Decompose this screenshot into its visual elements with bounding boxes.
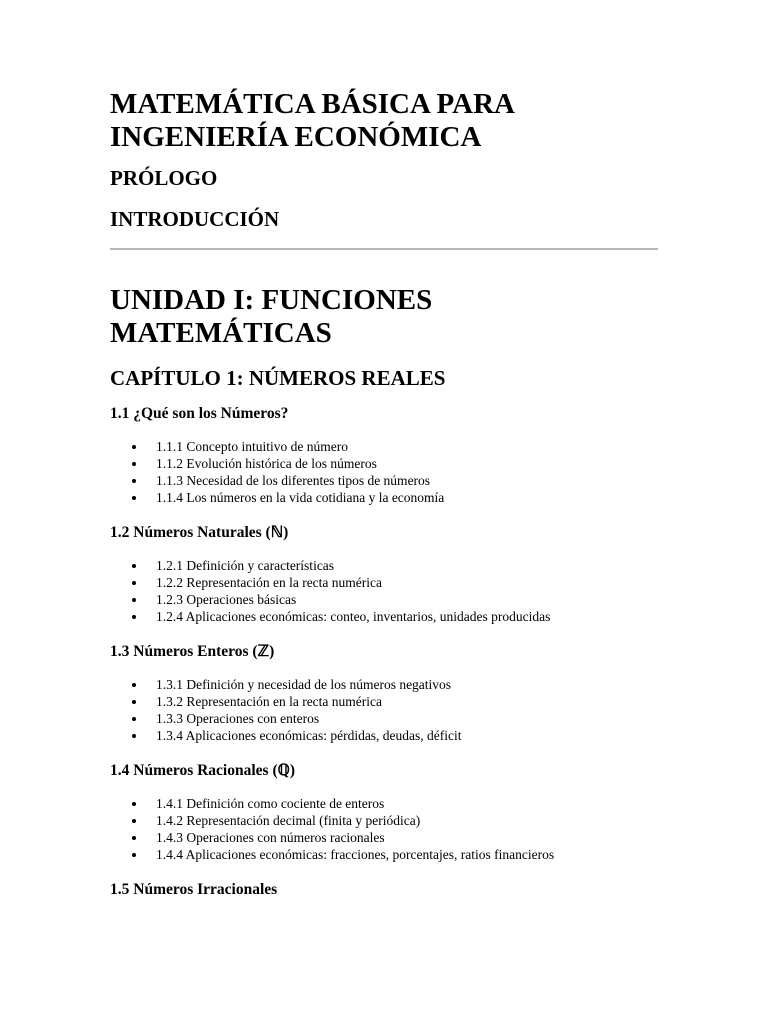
list-item: 1.3.3 Operaciones con enteros [156,710,658,727]
unit-title-line-2: MATEMÁTICAS [110,317,332,349]
section-1-5 [110,881,658,899]
title-line-1: MATEMÁTICA BÁSICA PARA [110,88,515,120]
list-item: 1.2.2 Representación en la recta numérica [156,574,658,591]
list-item: 1.3.2 Representación en la recta numérica [156,693,658,710]
list-item: 1.4.1 Definición como cociente de enteros [156,795,658,812]
prologo-heading: PRÓLOGO [110,166,218,190]
section-heading: 1.5 Números Irracionales [110,881,278,898]
unit-title-line-1: UNIDAD I: FUNCIONES [110,284,433,316]
list-item: 1.2.3 Operaciones básicas [156,591,658,608]
list-item: 1.2.4 Aplicaciones económicas: conteo, inventarios, unidades producidas [156,608,658,625]
chapter-heading: CAPÍTULO 1: NÚMEROS REALES [110,366,446,390]
unit-title [110,284,658,350]
section-heading: 1.4 Números Racionales (ℚ) [110,762,295,779]
list-item: 1.1.3 Necesidad de los diferentes tipos de números [156,472,658,489]
section-1-4 [110,762,658,863]
section-1-3 [110,643,658,744]
list-item: 1.1.1 Concepto intuitivo de número [156,438,658,455]
title-line-2: INGENIERÍA ECONÓMICA [110,121,482,153]
list-item: 1.1.2 Evolución histórica de los números [156,455,658,472]
list-item: 1.4.3 Operaciones con números racionales [156,829,658,846]
list-item: 1.1.4 Los números en la vida cotidiana y la economía [156,489,658,506]
section-1-1 [110,405,658,506]
section-heading: 1.2 Números Naturales (ℕ) [110,524,289,541]
section-heading: 1.1 ¿Qué son los Números? [110,405,289,422]
horizontal-divider [110,248,658,250]
topic-list [110,557,658,625]
introduccion-heading: INTRODUCCIÓN [110,207,280,231]
list-item: 1.2.1 Definición y características [156,557,658,574]
topic-list [110,676,658,744]
topic-list [110,438,658,506]
list-item: 1.4.2 Representación decimal (finita y periódica) [156,812,658,829]
list-item: 1.3.4 Aplicaciones económicas: pérdidas, deudas, déficit [156,727,658,744]
list-item: 1.3.1 Definición y necesidad de los números negativos [156,676,658,693]
section-heading: 1.3 Números Enteros (ℤ) [110,643,275,660]
document-page [110,88,658,899]
section-1-2 [110,524,658,625]
list-item: 1.4.4 Aplicaciones económicas: fracciones, porcentajes, ratios financieros [156,846,658,863]
document-title [110,88,658,154]
topic-list [110,795,658,863]
